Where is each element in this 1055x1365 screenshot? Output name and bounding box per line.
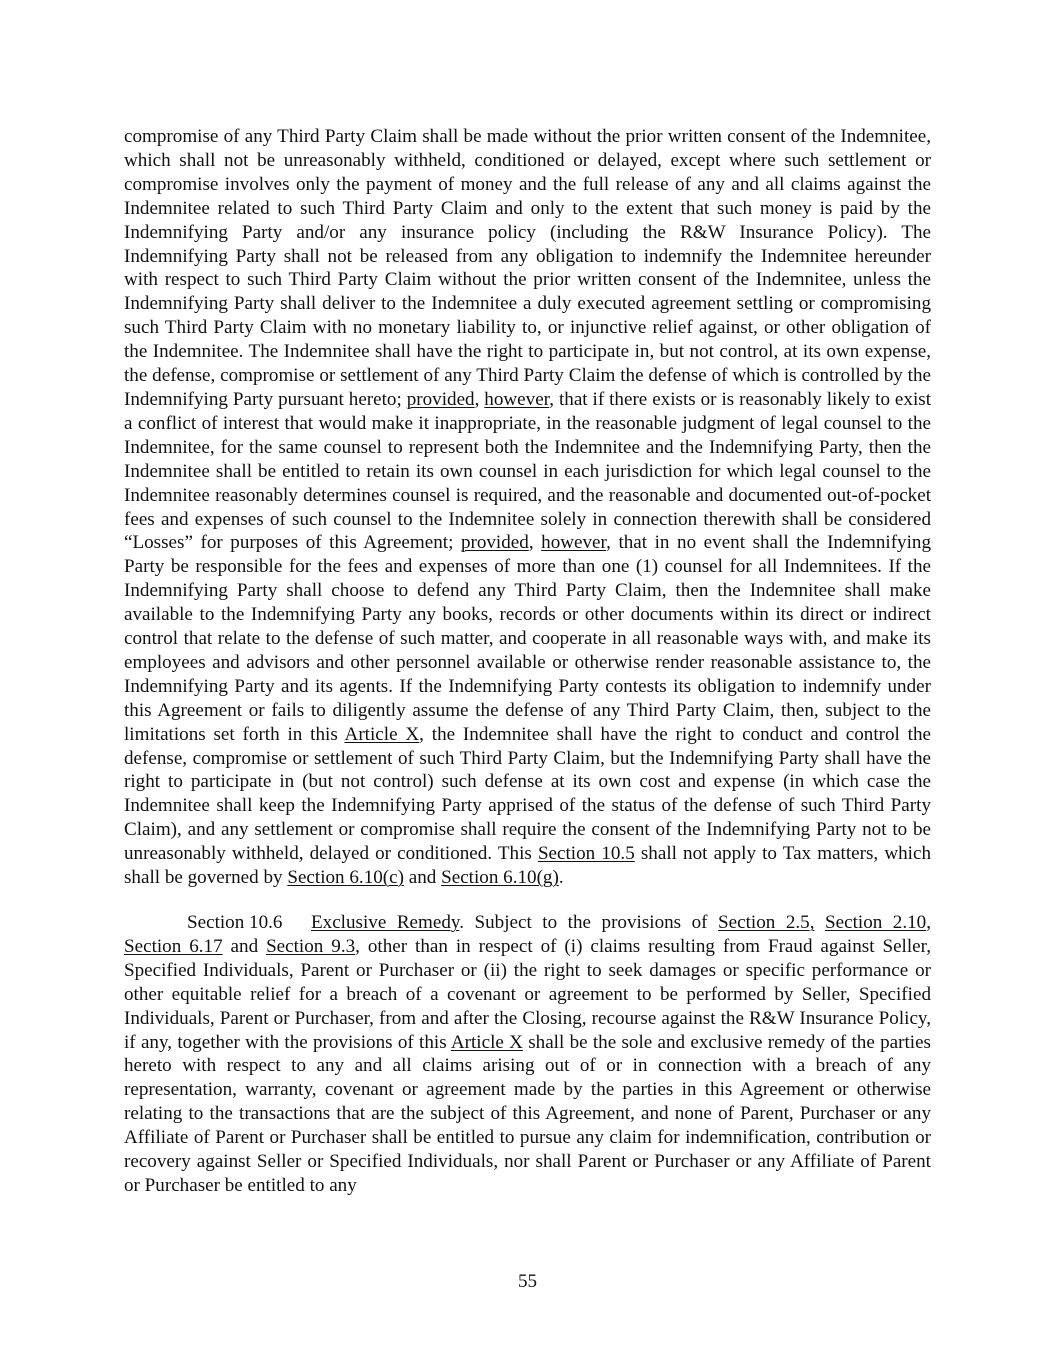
paragraph-text: . Subject to the provisions of [459,912,719,933]
cross-reference-article-x: Article X [450,1031,523,1053]
section-number: Section 10.6 [187,912,283,933]
page-number: 55 [517,1271,538,1292]
document-page [124,125,931,1198]
paragraph-text: and [403,867,442,889]
paragraph-text: , that in no event shall the Indemnifying Party be responsible for the fees and expenses of more than one (1) counsel for all Indemnitees. If the Indemnifying Party shall choose to defend any Third Party Claim, then the Indemnitee shall make available to the Indemnifying Party any books, records or other documents within its direct or indirect control that relate to the defense of such matter, and cooperate in all reasonable ways with, and make its employees and advisors and other personnel available or otherwise render reasonable assistance to, the Indemnifying Party and its agents. If the Indemnifying Party contests its obligation to indemnify under this Agreement or fails to diligently assume the defense of any Third Party Claim, then, subject to the limitations set forth in this [124,532,931,745]
cross-reference-section-6-17: Section 6.17 [124,935,223,957]
cross-reference-section-6-10-c: Section 6.10(c) [287,867,404,889]
paragraph-text: , [926,912,932,933]
cross-reference-section-9-3: Section 9.3 [266,935,356,957]
paragraph-text [814,912,825,933]
underlined-term: however [541,532,607,554]
paragraph-text: compromise of any Third Party Claim shall be made without the prior written consent of the Indemnitee, which shall not be unreasonably withheld, conditioned or delayed, except where such settlement or compromise involves only the payment of money and the full release of any and all claims against the Indemnitee related to such Third Party Claim and only to the extent that such money is paid by the Indemnifying Party and/or any insurance policy (including the R&W Insurance Policy). The Indemnifying Party shall not be released from any obligation to indemnify the Indemnitee hereunder with respect to such Third Party Claim without the prior written consent of the Indemnitee, unless the Indemnifying Party shall deliver to the Indemnitee a duly executed agreement settling or compromising such Third Party Claim with no monetary liability to, or injunctive relief against, or other obligation of the Indemnitee. The Indemnitee shall have the right to participate in, but not control, at its own expense, the defense, compromise or settlement of any Third Party Claim the defense of which is controlled by the Indemnifying Party pursuant hereto; [124,126,931,410]
paragraph-text: shall not apply to Tax matters, which shall be governed by [124,843,931,889]
paragraph-text: , the Indemnitee shall have the right to conduct and control the defense, compromise or settlement of such Third Party Claim, but the Indemnifying Party shall have the right to participate in (but not control) such defense at its own cost and expense (in which case the Indemnitee shall keep the Indemnifying Party apprised of the status of the defense of such Third Party Claim), and any settlement or compromise shall require the consent of the Indemnifying Party not to be unreasonably withheld, delayed or conditioned. This [124,723,932,865]
paragraph-text: shall be the sole and exclusive remedy of the parties hereto with respect to any and all claims arising out of or in connection with a breach of any representation, warranty, covenant or agreement made by the parties in this Agreement or otherwise relating to the transactions that are the subject of this Agreement, and none of Parent, Purchaser or any Affiliate of Parent or Purchaser shall be entitled to pursue any claim for indemnification, contribution or recovery against Seller or Specified Individuals, nor shall Parent or Purchaser or any Affiliate of Parent or Purchaser be entitled to any [124,1031,931,1196]
paragraph-text: . [558,867,564,889]
paragraph-text: , other than in respect of (i) claims resulting from Fraud against Seller, Specified Individuals, Parent or Purchaser or (ii) the right to seek damages or specific performance or other equitable relief for a breach of a covenant or agreement to be performed by Seller, Specified Individuals, Parent or Purchaser, from and after the Closing, recourse against the R&W Insurance Policy, if any, together with the provisions of this [124,935,931,1053]
paragraph-text: and [222,935,267,957]
section-heading: Exclusive Remedy [311,912,460,933]
underlined-term: provided [460,532,529,554]
cross-reference-section-2-10: Section 2.10 [825,912,927,933]
cross-reference-section-6-10-g: Section 6.10(g) [441,867,559,889]
underlined-term: however [484,388,550,410]
cross-reference-article-x: Article X [344,723,420,745]
indemnification-continuation-paragraph [124,125,931,890]
underlined-term: provided [406,388,475,410]
paragraph-text: , [528,532,542,554]
section-10-6-paragraph [124,911,931,1198]
cross-reference-section-10-5: Section 10.5 [537,843,635,865]
paragraph-text: , [474,388,485,410]
cross-reference-section-2-5: Section 2.5, [718,912,815,933]
paragraph-text: , that if there exists or is reasonably likely to exist a conflict of interest that would make it inappropriate, in the reasonable judgment of legal counsel to the Indemnitee, for the same counsel to represent both the Indemnitee and the Indemnifying Party, then the Indemnitee shall be entitled to retain its own counsel in each jurisdiction for which legal counsel to the Indemnitee reasonably determines counsel is required, and the reasonable and documented out-of-pocket fees and expenses of such counsel to the Indemnitee solely in connection therewith shall be considered “Losses” for purposes of this Agreement; [124,388,931,554]
